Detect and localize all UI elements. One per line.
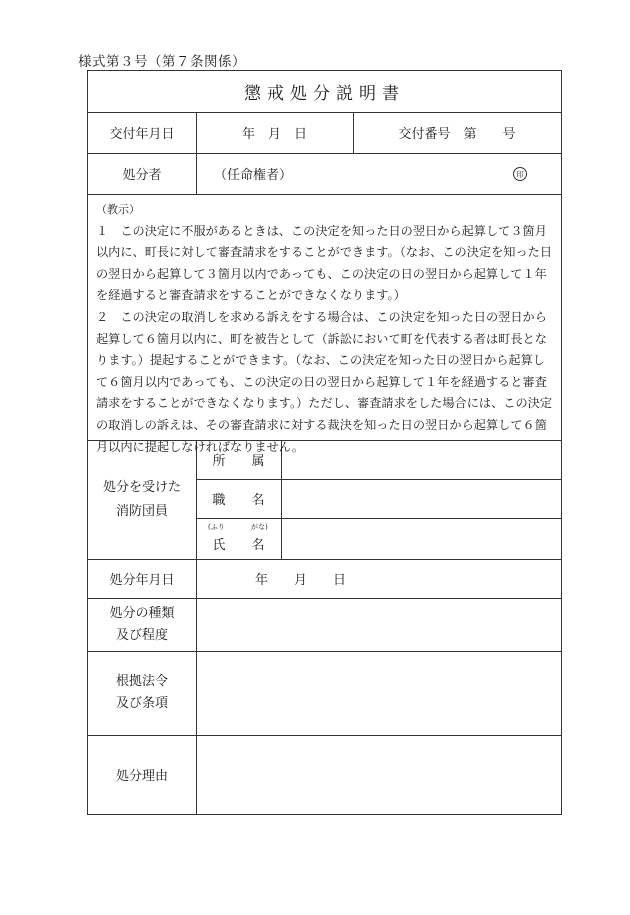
affiliation-label: 所 属 [212, 454, 265, 469]
issuer-label: 処分者 [122, 168, 162, 183]
rule-position-bottom [196, 518, 561, 519]
disposition-reason-label: 処分理由 [115, 769, 168, 784]
rule-row2-bottom [88, 194, 561, 195]
name-label: 氏 名 [212, 537, 265, 553]
notice-paragraph-1: １ この決定に不服があるときは、この決定を知った日の翌日から起算して３箇月以内に、町長に対して審査請求をすることができます。（なお、この決定を知った日の翌日から起算して３箇月以内であっても、この決定の日の翌日から起算して１年を経過すると審査請求をすることができなくなります。） [96, 223, 553, 303]
recipient-label-line1: 処分を受けた [102, 479, 181, 495]
form-title: 懲戒処分説明書 [244, 84, 405, 104]
recipient-label-line2: 消防団員 [115, 503, 168, 519]
disposition-date-label: 処分年月日 [109, 573, 175, 588]
disposition-date-value: 年 月 日 [254, 573, 346, 588]
issuer-value: （任命権者） [214, 168, 293, 183]
issue-number-label: 交付番号 第 号 [398, 127, 516, 142]
recipient-label [88, 440, 196, 559]
notice-paragraph-2: ２ この決定の取消しを求める訴えをする場合は、この決定を知った日の翌日から起算して６箇月以内に、町を被告として（訴訟において町を代表する者は町長となります。）提起することができます。（なお、この決定を知った日の翌日から起算して６箇月以内であっても、この決定の日の翌日から起算して１年を経過すると審査請求をすることができなくなります。）ただし、審査請求をした場合には、この決定の取消しの訴えは、その審査請求に対する裁決を知った日の翌日から起算して６箇月以内に提起しなければなりません。 [96, 309, 553, 454]
form-number-label: 様式第３号（第７条関係） [78, 54, 246, 70]
furigana-ruby-right: がな) [251, 523, 268, 531]
disciplinary-statement-form [87, 70, 562, 815]
disposition-type-label-line1: 処分の種類 [109, 605, 175, 621]
disposition-type-label-line2: 及び程度 [115, 627, 168, 643]
legal-basis-label-line1: 根拠法令 [115, 674, 168, 689]
notice-heading: （教示） [96, 203, 140, 216]
position-label: 職 名 [212, 493, 265, 508]
seal-icon: 印 [513, 167, 527, 181]
issue-date-value: 年 月 日 [241, 127, 307, 142]
legal-basis-label [88, 651, 196, 735]
issue-date-label: 交付年月日 [109, 127, 175, 142]
appeal-notice [96, 199, 556, 458]
legal-basis-label-line2: 及び条項 [115, 696, 168, 711]
disposition-type-label [88, 598, 196, 651]
furigana-ruby-left: (ふり [208, 523, 225, 531]
